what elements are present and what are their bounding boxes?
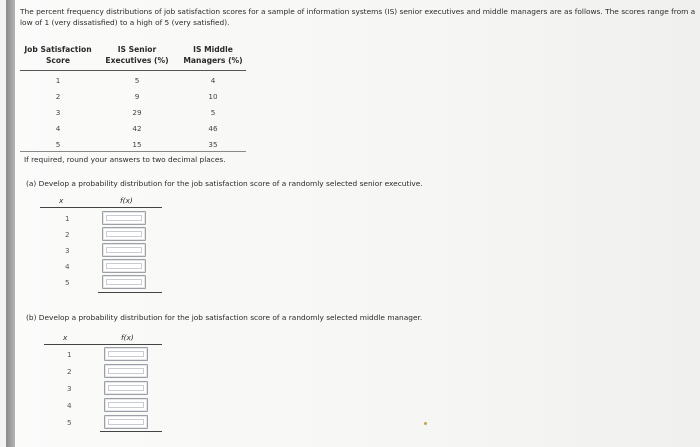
cell-score: 5 — [55, 140, 61, 149]
header-senior — [96, 44, 178, 66]
cell-middle: 46 — [208, 124, 218, 133]
part-a-total-rule — [98, 292, 162, 293]
part-a-x-value: 3 — [65, 246, 70, 255]
part-a-x-value: 4 — [65, 262, 70, 271]
header-score-line1: Job Satisfaction — [24, 45, 92, 54]
page — [6, 0, 700, 447]
small-dot-mark — [424, 422, 427, 425]
part-a-fx-input-1[interactable] — [102, 211, 146, 225]
part-b-fx-input-4[interactable] — [104, 398, 148, 412]
part-a-fx-input-4[interactable] — [102, 259, 146, 273]
part-a-x-value: 2 — [65, 230, 70, 239]
part-b-x-value: 1 — [67, 350, 72, 359]
cell-score: 4 — [55, 124, 61, 133]
part-a-fx-input-2[interactable] — [102, 227, 146, 241]
table-bottom-rule — [20, 151, 246, 152]
part-b-fx-header: f(x) — [121, 333, 134, 342]
part-b-x-value: 4 — [67, 401, 72, 410]
part-a-fx-header: f(x) — [120, 196, 133, 205]
header-senior-line2: Executives (%) — [105, 56, 169, 65]
part-a-x-value: 1 — [65, 214, 70, 223]
header-middle — [174, 44, 252, 66]
header-middle-line2: Managers (%) — [183, 56, 243, 65]
part-a-x-header: x — [59, 196, 64, 205]
part-b-total-rule — [100, 431, 162, 432]
problem-intro: The percent frequency distributions of job satisfaction scores for a sample of information systems (IS) senior executives and middle managers are as follows. The scores range from a low of 1 (very dissatisfied) to a high of 5 (very satisfied). — [20, 7, 696, 27]
part-a-question: (a) Develop a probability distribution for the job satisfaction score of a randomly selected senior executive. — [26, 179, 423, 188]
cell-senior: 5 — [134, 76, 140, 85]
cell-middle: 35 — [208, 140, 218, 149]
part-b-question: (b) Develop a probability distribution for the job satisfaction score of a randomly selected middle manager. — [26, 313, 423, 322]
cell-middle: 4 — [210, 76, 216, 85]
part-a-fx-input-5[interactable] — [102, 275, 146, 289]
part-b-fx-input-1[interactable] — [104, 347, 148, 361]
header-senior-line1: IS Senior — [117, 45, 157, 54]
rounding-note: If required, round your answers to two decimal places. — [24, 155, 226, 164]
cell-middle: 10 — [208, 92, 218, 101]
part-b-x-value: 2 — [67, 367, 72, 376]
cell-senior: 15 — [132, 140, 142, 149]
cell-senior: 29 — [132, 108, 142, 117]
part-b-x-value: 5 — [67, 418, 72, 427]
cell-score: 3 — [55, 108, 61, 117]
header-middle-line1: IS Middle — [193, 45, 233, 54]
part-b-fx-input-3[interactable] — [104, 381, 148, 395]
header-score — [20, 44, 96, 66]
cell-senior: 9 — [134, 92, 140, 101]
cell-senior: 42 — [132, 124, 142, 133]
part-a-header-rule — [40, 207, 162, 208]
part-b-fx-input-5[interactable] — [104, 415, 148, 429]
part-a-fx-input-3[interactable] — [102, 243, 146, 257]
part-b-header-rule — [44, 344, 162, 345]
header-score-line2: Score — [45, 56, 71, 65]
cell-score: 2 — [55, 92, 61, 101]
part-b-x-header: x — [63, 333, 68, 342]
part-b-fx-input-2[interactable] — [104, 364, 148, 378]
part-a-x-value: 5 — [65, 278, 70, 287]
table-header-rule — [20, 70, 246, 71]
part-b-x-value: 3 — [67, 384, 72, 393]
cell-middle: 5 — [210, 108, 216, 117]
left-border — [6, 0, 15, 447]
cell-score: 1 — [55, 76, 61, 85]
